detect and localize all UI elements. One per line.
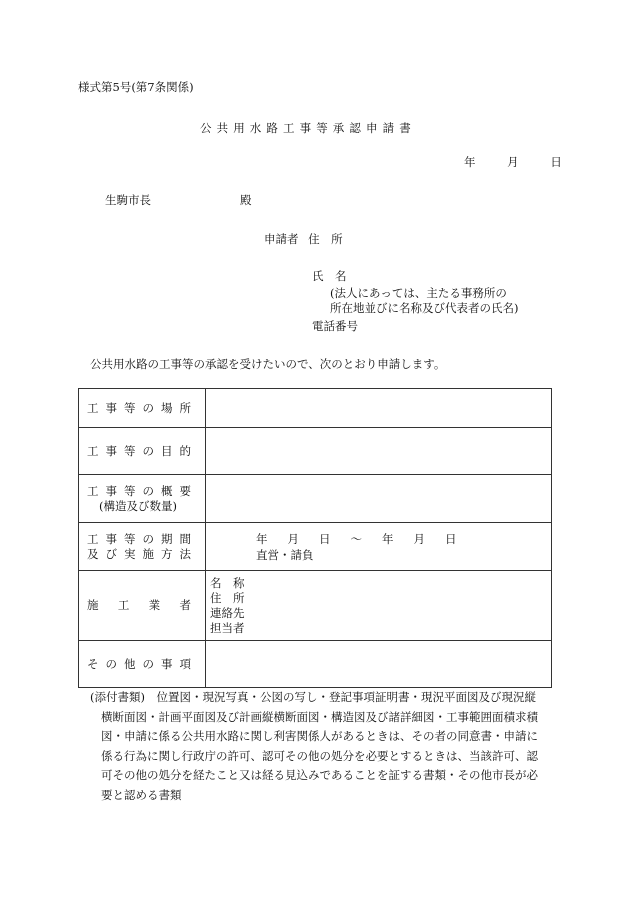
location-field[interactable]	[206, 389, 552, 428]
contractor-contact-label: 連絡先	[210, 605, 245, 620]
attachments-note	[90, 688, 560, 805]
table-row	[79, 571, 552, 641]
purpose-field[interactable]	[206, 428, 552, 475]
label-period-method: 工 事 等 の 期 間 及 び 実 施 方 法	[79, 523, 206, 571]
name-label: 氏 名	[312, 269, 347, 283]
period-dates: 年 月 日 〜 年 月 日	[256, 531, 457, 546]
contractor-address-label: 住 所	[210, 590, 245, 605]
addressee-name: 生駒市長	[105, 193, 151, 207]
other-field[interactable]	[206, 641, 552, 688]
label-contractor: 施 工 業 者	[79, 571, 206, 641]
attachments-line: (添付書類) 位置図・現況写真・公図の写し・登記事項証明書・現況平面図及び現況縦	[90, 690, 536, 704]
contractor-person-label: 担当者	[210, 620, 245, 635]
label-location: 工 事 等 の 場 所	[79, 389, 206, 428]
applicant-label: 申請者	[264, 232, 299, 246]
date-month: 月	[507, 155, 519, 169]
attachments-line: 横断面図・計画平面図及び計画縦横断面図・構造図及び諸詳細図・工事範囲面積求積	[101, 709, 538, 724]
date-year: 年	[464, 155, 476, 169]
document-title: 公共用水路工事等承認申請書	[200, 121, 416, 135]
contractor-name-label: 名 称	[210, 575, 245, 590]
period-method-field[interactable]	[206, 523, 552, 571]
overview-field[interactable]	[206, 475, 552, 523]
addressee-honorific: 殿	[240, 193, 252, 207]
applicant-address-line	[264, 231, 343, 247]
label-overview-sub: (構造及び数量)	[99, 498, 177, 513]
contractor-field[interactable]	[206, 571, 552, 641]
application-table	[78, 388, 552, 688]
table-row	[79, 641, 552, 688]
phone-label: 電話番号	[312, 319, 358, 333]
attachments-line: 要と認める書類	[101, 787, 182, 802]
attachments-line: 係る行為に関し行政庁の許可、認可その他の処分を必要とするときは、当該許可、認	[101, 748, 538, 763]
intro-text: 公共用水路の工事等の承認を受けたいので、次のとおり申請します。	[90, 357, 446, 371]
table-row	[79, 523, 552, 571]
table-row	[79, 475, 552, 523]
date-line	[464, 154, 562, 170]
name-note-line2: 所在地並びに名称及び代表者の氏名)	[330, 301, 519, 315]
attachments-line: 図・申請に係る公共用水路に関し利害関係人があるときは、その者の同意書・申請に	[101, 729, 538, 743]
label-overview: 工 事 等 の 概 要 (構造及び数量)	[79, 475, 206, 523]
label-other: そ の 他 の 事 項	[79, 641, 206, 688]
address-label: 住 所	[308, 232, 343, 246]
method-options: 直営・請負	[256, 547, 314, 562]
name-note-line1: (法人にあっては、主たる事務所の	[330, 286, 507, 300]
table-row	[79, 389, 552, 428]
attachments-line: 可その他の処分を経たこと又は経る見込みであることを証する書類・その他市長が必	[101, 768, 538, 782]
date-day: 日	[550, 155, 562, 169]
table-row	[79, 428, 552, 475]
label-purpose: 工 事 等 の 目 的	[79, 428, 206, 475]
form-number: 様式第5号(第7条関係)	[78, 80, 194, 94]
